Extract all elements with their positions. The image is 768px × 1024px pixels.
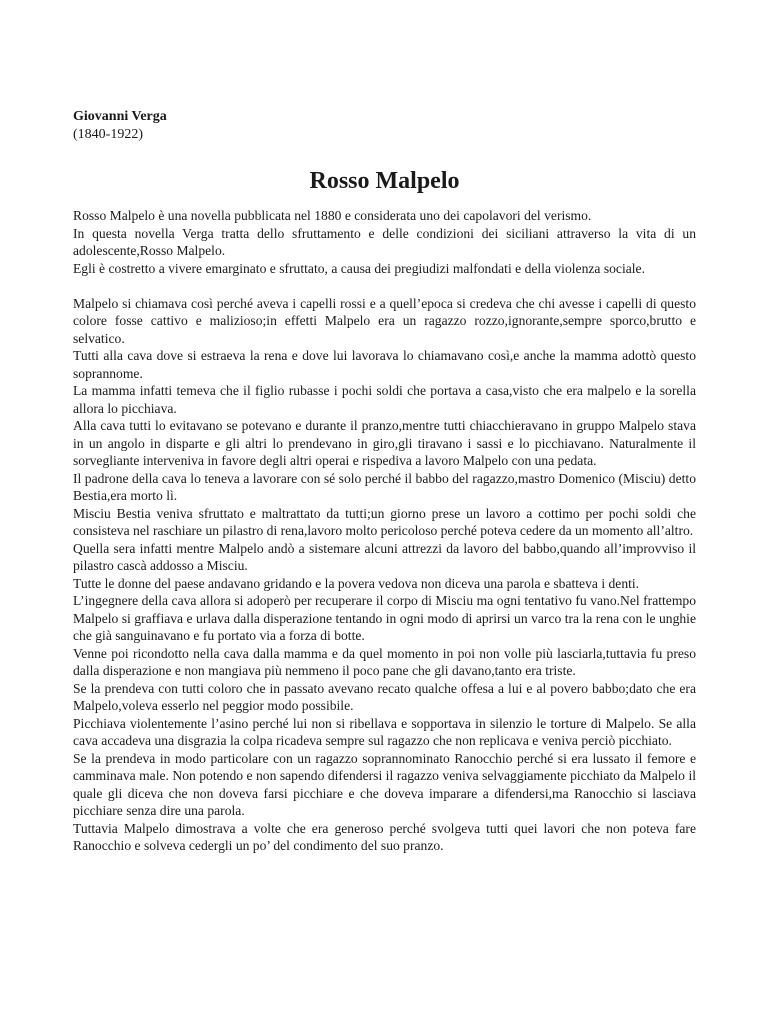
document-page (73, 108, 696, 855)
author-name: Giovanni Verga (73, 109, 167, 124)
story-section (73, 295, 696, 855)
body-paragraph-5: Il padrone della cava lo teneva a lavorare con sé solo perché il babbo del ragazzo,mastro Domenico (Misciu) detto Bestia,era morto lì. (73, 470, 696, 503)
body-paragraph-3: La mamma infatti temeva che il figlio rubasse i pochi soldi che portava a casa,visto che era malpelo e la sorella allora lo picchiava. (73, 383, 696, 416)
intro-paragraph-2: In questa novella Verga tratta dello sfruttamento e delle condizioni dei siciliani attraverso la vita di un adolescente,Rosso Malpelo. (73, 225, 696, 258)
body-paragraph-8: Tutte le donne del paese andavano gridando e la povera vedova non diceva una parola e sbatteva i denti. (73, 575, 640, 591)
author-dates: (1840-1922) (73, 127, 143, 142)
body-paragraph-13: Se la prendeva in modo particolare con un ragazzo soprannominato Ranocchio perché si era lussato il femore e camminava male. Non potendo e non sapendo difendersi il ragazzo veniva selvaggiamente picchiato da Malpelo il quale gli diceva che non doveva farsi picchiare e che doveva imparare a difendersi,ma Ranocchio si lasciava picchiare senza dire una parola. (73, 750, 696, 818)
body-paragraph-4: Alla cava tutti lo evitavano se potevano e durante il pranzo,mentre tutti chiacchieravano in gruppo Malpelo stava in un angolo in disparte e gli altri lo prendevano in giro,gli tiravano i sassi e lo picchiavano. Naturalmente il sorvegliante interveniva in favore degli altri operai e rispediva a lavoro Malpelo con una pedata. (73, 418, 696, 468)
body-paragraph-14: Tuttavia Malpelo dimostrava a volte che era generoso perché svolgeva tutti quei lavori che non poteva fare Ranocchio e solveva cedergli un po’ del condimento del suo pranzo. (73, 820, 696, 853)
body-paragraph-9: L’ingegnere della cava allora si adoperò per recuperare il corpo di Misciu ma ogni tentativo fu vano.Nel frattempo Malpelo si graffiava e urlava dalla disperazione tentando in ogni modo di aprirsi un varco tra la rena con le unghie che già sanguinavano e fu portato via a forza di botte. (73, 593, 696, 643)
intro-paragraph-1: Rosso Malpelo è una novella pubblicata nel 1880 e considerata uno dei capolavori del verismo. (73, 208, 592, 223)
body-paragraph-11: Se la prendeva con tutti coloro che in passato avevano recato qualche offesa a lui e al povero babbo;dato che era Malpelo,voleva esserlo nel peggior modo possibile. (73, 680, 696, 713)
body-paragraph-10: Venne poi ricondotto nella cava dalla mamma e da quel momento in poi non volle più lasciarla,tuttavia fu preso dalla disperazione e non mangiava più nemmeno il poco pane che gli davano,tanto era triste. (73, 645, 696, 678)
body-paragraph-6: Misciu Bestia veniva sfruttato e maltrattato da tutti;un giorno prese un lavoro a cottimo per pochi soldi che consisteva nel raschiare un pilastro di rena,lavoro molto pericoloso perché poteva cedere da un momento all’altro. (73, 505, 696, 538)
body-paragraph-7: Quella sera infatti mentre Malpelo andò a sistemare alcuni attrezzi da lavoro del babbo,quando all’improvviso il pilastro cascà addosso a Misciu. (73, 540, 696, 573)
body-paragraph-2: Tutti alla cava dove si estraeva la rena e dove lui lavorava lo chiamavano così,e anche la mamma adottò questo soprannome. (73, 348, 696, 381)
document-title: Rosso Malpelo (309, 168, 460, 194)
body-paragraph-1: Malpelo si chiamava così perché aveva i capelli rossi e a quell’epoca si credeva che chi avesse i capelli di questo colore fosse cattivo e malizioso;in effetti Malpelo era un ragazzo rozzo,ignorante,sempre sporco,brutto e selvatico. (73, 295, 696, 346)
section-spacer (73, 277, 696, 295)
intro-paragraph-3: Egli è costretto a vivere emarginato e sfruttato, a causa dei pregiudizi malfondati e della violenza sociale. (73, 260, 645, 276)
body-paragraph-12: Picchiava violentemente l’asino perché lui non si ribellava e sopportava in silenzio le torture di Malpelo. Se alla cava accadeva una disgrazia la colpa ricadeva sempre sul ragazzo che non replicava e veniva perciò picchiato. (73, 715, 696, 748)
intro-section (73, 207, 696, 277)
